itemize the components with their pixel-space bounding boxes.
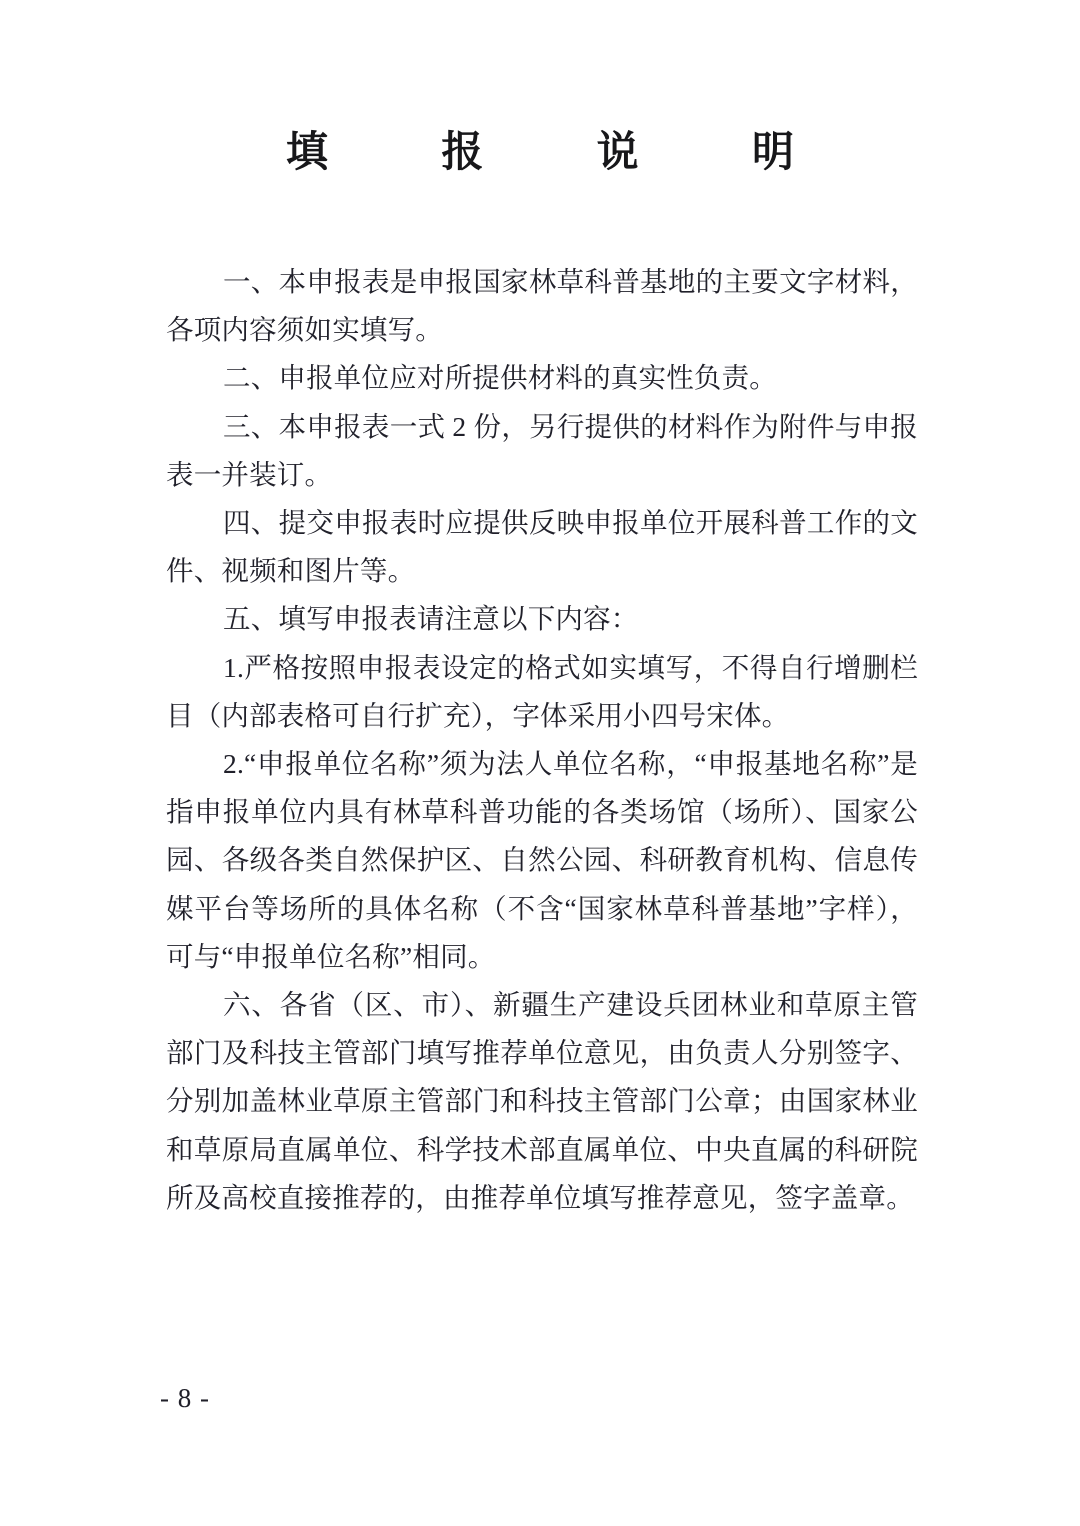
paragraph-item-5-sub-2: 2.“申报单位名称”须为法人单位名称，“申报基地名称”是指申报单位内具有林草科普功能的各类场馆（场所）、国家公园、各级各类自然保护区、自然公园、科研教育机构、信息传媒平台等场所的具体名称（不含“国家林草科普基地”字样），可与“申报单位名称”相同。 bbox=[166, 748, 918, 972]
page-number: - 8 - bbox=[160, 1383, 210, 1413]
paragraph-item-4: 四、提交申报表时应提供反映申报单位开展科普工作的文件、视频和图片等。 bbox=[166, 507, 918, 587]
paragraph-item-6: 六、各省（区、市）、新疆生产建设兵团林业和草原主管部门及科技主管部门填写推荐单位意见，由负责人分别签字、分别加盖林业草原主管部门和科技主管部门公章；由国家林业和草原局直属单位、科学技术部直属单位、中央直属的科研院所及高校直接推荐的，由推荐单位填写推荐意见，签字盖章。 bbox=[166, 989, 918, 1213]
page-title: 填 报 说 明 bbox=[285, 128, 824, 175]
paragraph-item-5-sub-1: 1.严格按照申报表设定的格式如实填写，不得自行增删栏目（内部表格可自行扩充），字体采用小四号宋体。 bbox=[166, 651, 918, 731]
paragraph-item-1: 一、本申报表是申报国家林草科普基地的主要文字材料，各项内容须如实填写。 bbox=[166, 266, 918, 346]
paragraph-item-5: 五、填写申报表请注意以下内容： bbox=[223, 603, 639, 635]
document-body bbox=[166, 258, 918, 1222]
paragraph-item-3: 三、本申报表一式 2 份，另行提供的材料作为附件与申报表一并装订。 bbox=[166, 410, 918, 490]
paragraph-item-2: 二、申报单位应对所提供材料的真实性负责。 bbox=[223, 362, 777, 394]
